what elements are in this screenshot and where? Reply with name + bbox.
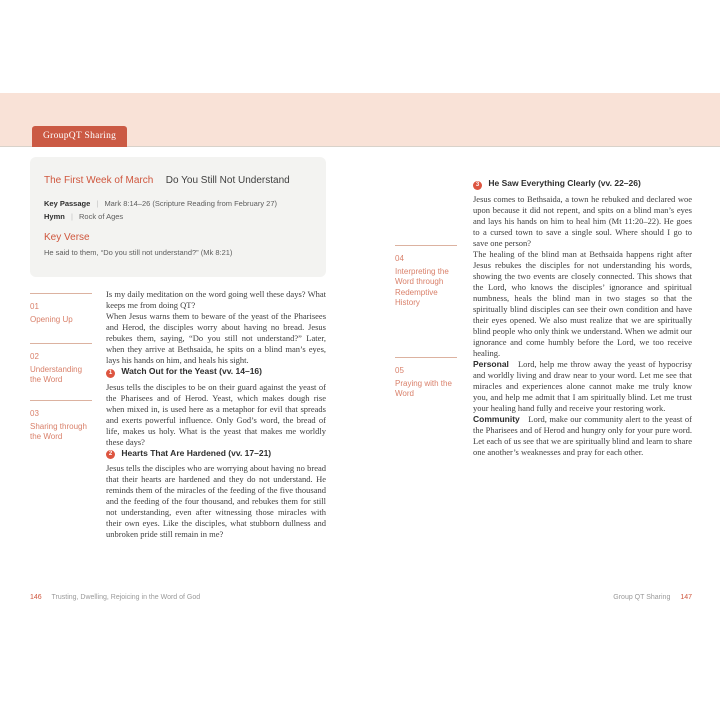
sidebar-item-label: Praying with the Word: [395, 378, 452, 398]
sidebar-item-label: Sharing through the Word: [30, 421, 87, 441]
sidebar-item-label: Understanding the Word: [30, 364, 83, 384]
key-passage-row: [44, 197, 312, 210]
section-heading-text: He Saw Everything Clearly (vv. 22–26): [488, 178, 641, 188]
sidebar-item-interpreting-the-word: [395, 245, 457, 309]
lesson-title-row: [44, 170, 312, 188]
section-number-badge: 2: [106, 450, 115, 459]
lesson-title: Do You Still Not Understand: [165, 175, 290, 186]
separator: |: [96, 199, 99, 208]
opening-question-paragraph: Is my daily meditation on the word going well these days? What keeps me from doing QT?: [106, 289, 326, 310]
section-number: 05: [395, 366, 404, 375]
hymn-row: [44, 210, 312, 223]
hymn-label: Hymn: [44, 212, 65, 221]
sidebar-item-praying-with-the-word: [395, 357, 457, 400]
prayer-community: [473, 414, 692, 458]
section-number-badge: 1: [106, 369, 115, 378]
footer-title: Trusting, Dwelling, Rejoicing in the Word of God: [51, 594, 201, 601]
lesson-info-box: [30, 157, 326, 277]
section-body: Jesus comes to Bethsaida, a town he rebuked and declared woe upon because it did not repent, and spits on a blind man’s eyes and lays his hands on him to heal him (Mt 11:20–22). He goes to a cursed town to save a single soul. Where should I go to save one person?: [473, 193, 692, 248]
section-number: 01: [30, 302, 39, 311]
prayer-text: Lord, help me throw away the yeast of hypocrisy and worldly living and draw near to your word. Let me see that miracles and experiences alone cannot make me truly know you, and help me admit that I am spiritually blind. Let me trust your healing hand fully and receive your restoring work.: [473, 358, 693, 413]
page-number: 147: [680, 594, 692, 601]
section-number: 03: [30, 409, 39, 418]
page-number: 146: [30, 594, 42, 601]
prayer-personal: [473, 359, 692, 414]
section-number-badge: 3: [473, 181, 482, 190]
sidebar-item-sharing-through-the-word: [30, 400, 92, 443]
key-verse-heading: Key Verse: [44, 232, 90, 243]
left-page-body: [106, 289, 326, 540]
key-verse-text: He said to them, “Do you still not understand?” (Mk 8:21): [44, 248, 233, 257]
sidebar-item-label: Interpreting the Word through Redemptive History: [395, 266, 449, 307]
sidebar-item-opening-up: [30, 293, 92, 325]
key-passage-value: Mark 8:14–26 (Scripture Reading from February 27): [104, 199, 278, 208]
week-label: The First Week of March: [44, 175, 154, 186]
hymn-value: Rock of Ages: [78, 212, 124, 221]
prayer-text: Lord, make our community alert to the yeast of the Pharisees and of Herod and hungry only for your pure word. Let each of us see that we are spiritually blind and learn to share one another’s weaknesses and pray for each other.: [473, 413, 692, 457]
brand-tab: [32, 126, 127, 147]
section-heading-he-saw-everything-clearly: [473, 178, 692, 190]
brand-label: GroupQT Sharing: [43, 131, 117, 141]
page-footer-left: [30, 594, 200, 601]
intro-paragraph: When Jesus warns them to beware of the yeast of the Pharisees and Herod, the disciples worry about having no bread. Jesus rebukes them, saying, “Do you still not understand?” Later, when they arrive at Bethsaida, he spits on a blind man’s eyes, lays his hands on him, and heals his sight.: [106, 311, 326, 365]
sidebar-item-understanding-the-word: [30, 343, 92, 386]
section-body: Jesus tells the disciples to be on their guard against the yeast of the Pharisees and of Herod. Yeast, which makes dough rise when mixed in, is used here as a metaphor for evil that spreads and exerts powerful influence. Only God’s word, the bread of life, makes us holy. What is the yeast that makes me worldly these days?: [106, 381, 326, 447]
prayer-label-personal: Personal: [473, 358, 509, 369]
footer-title: Group QT Sharing: [613, 594, 671, 601]
key-passage-label: Key Passage: [44, 199, 91, 208]
section-heading-text: Hearts That Are Hardened (vv. 17–21): [121, 447, 272, 458]
section-heading-watch-out-for-the-yeast: [106, 366, 326, 378]
section-heading-hearts-that-are-hardened: [106, 448, 326, 460]
right-page-body: [473, 178, 692, 458]
section-number: 04: [395, 254, 404, 263]
section-heading-text: Watch Out for the Yeast (vv. 14–16): [121, 366, 262, 376]
section-number: 02: [30, 352, 39, 361]
separator: |: [70, 212, 73, 221]
prayer-label-community: Community: [473, 413, 520, 424]
section-body: Jesus tells the disciples who are worrying about having no bread that their hearts are hardened and they do not understand. He reminds them of the miracles of the feeding of the five thousand and the feeding of the four thousand, and rebukes them for still not understanding, even after witnessing those miracles with their own eyes. Like the disciples, what stubborn dullness and unbroken pride still remain in me?: [106, 463, 326, 539]
reflection-paragraph: The healing of the blind man at Bethsaida happens right after Jesus rebukes the disciples for not understanding his words, showing the two events are closely connected. This shows that the Lord, who knows the disciples’ ignorance and spiritual numbness, heals the blind man in two stages so that the spiritually blind disciples can see their own condition and have their eyes opened. We also must realize that we are spiritually blind people who only think we understand. When we admit our ignorance and come humbly before the Lord, we too receive healing.: [473, 248, 692, 358]
sidebar-item-label: Opening Up: [30, 314, 73, 324]
page-footer-right: [613, 594, 692, 601]
